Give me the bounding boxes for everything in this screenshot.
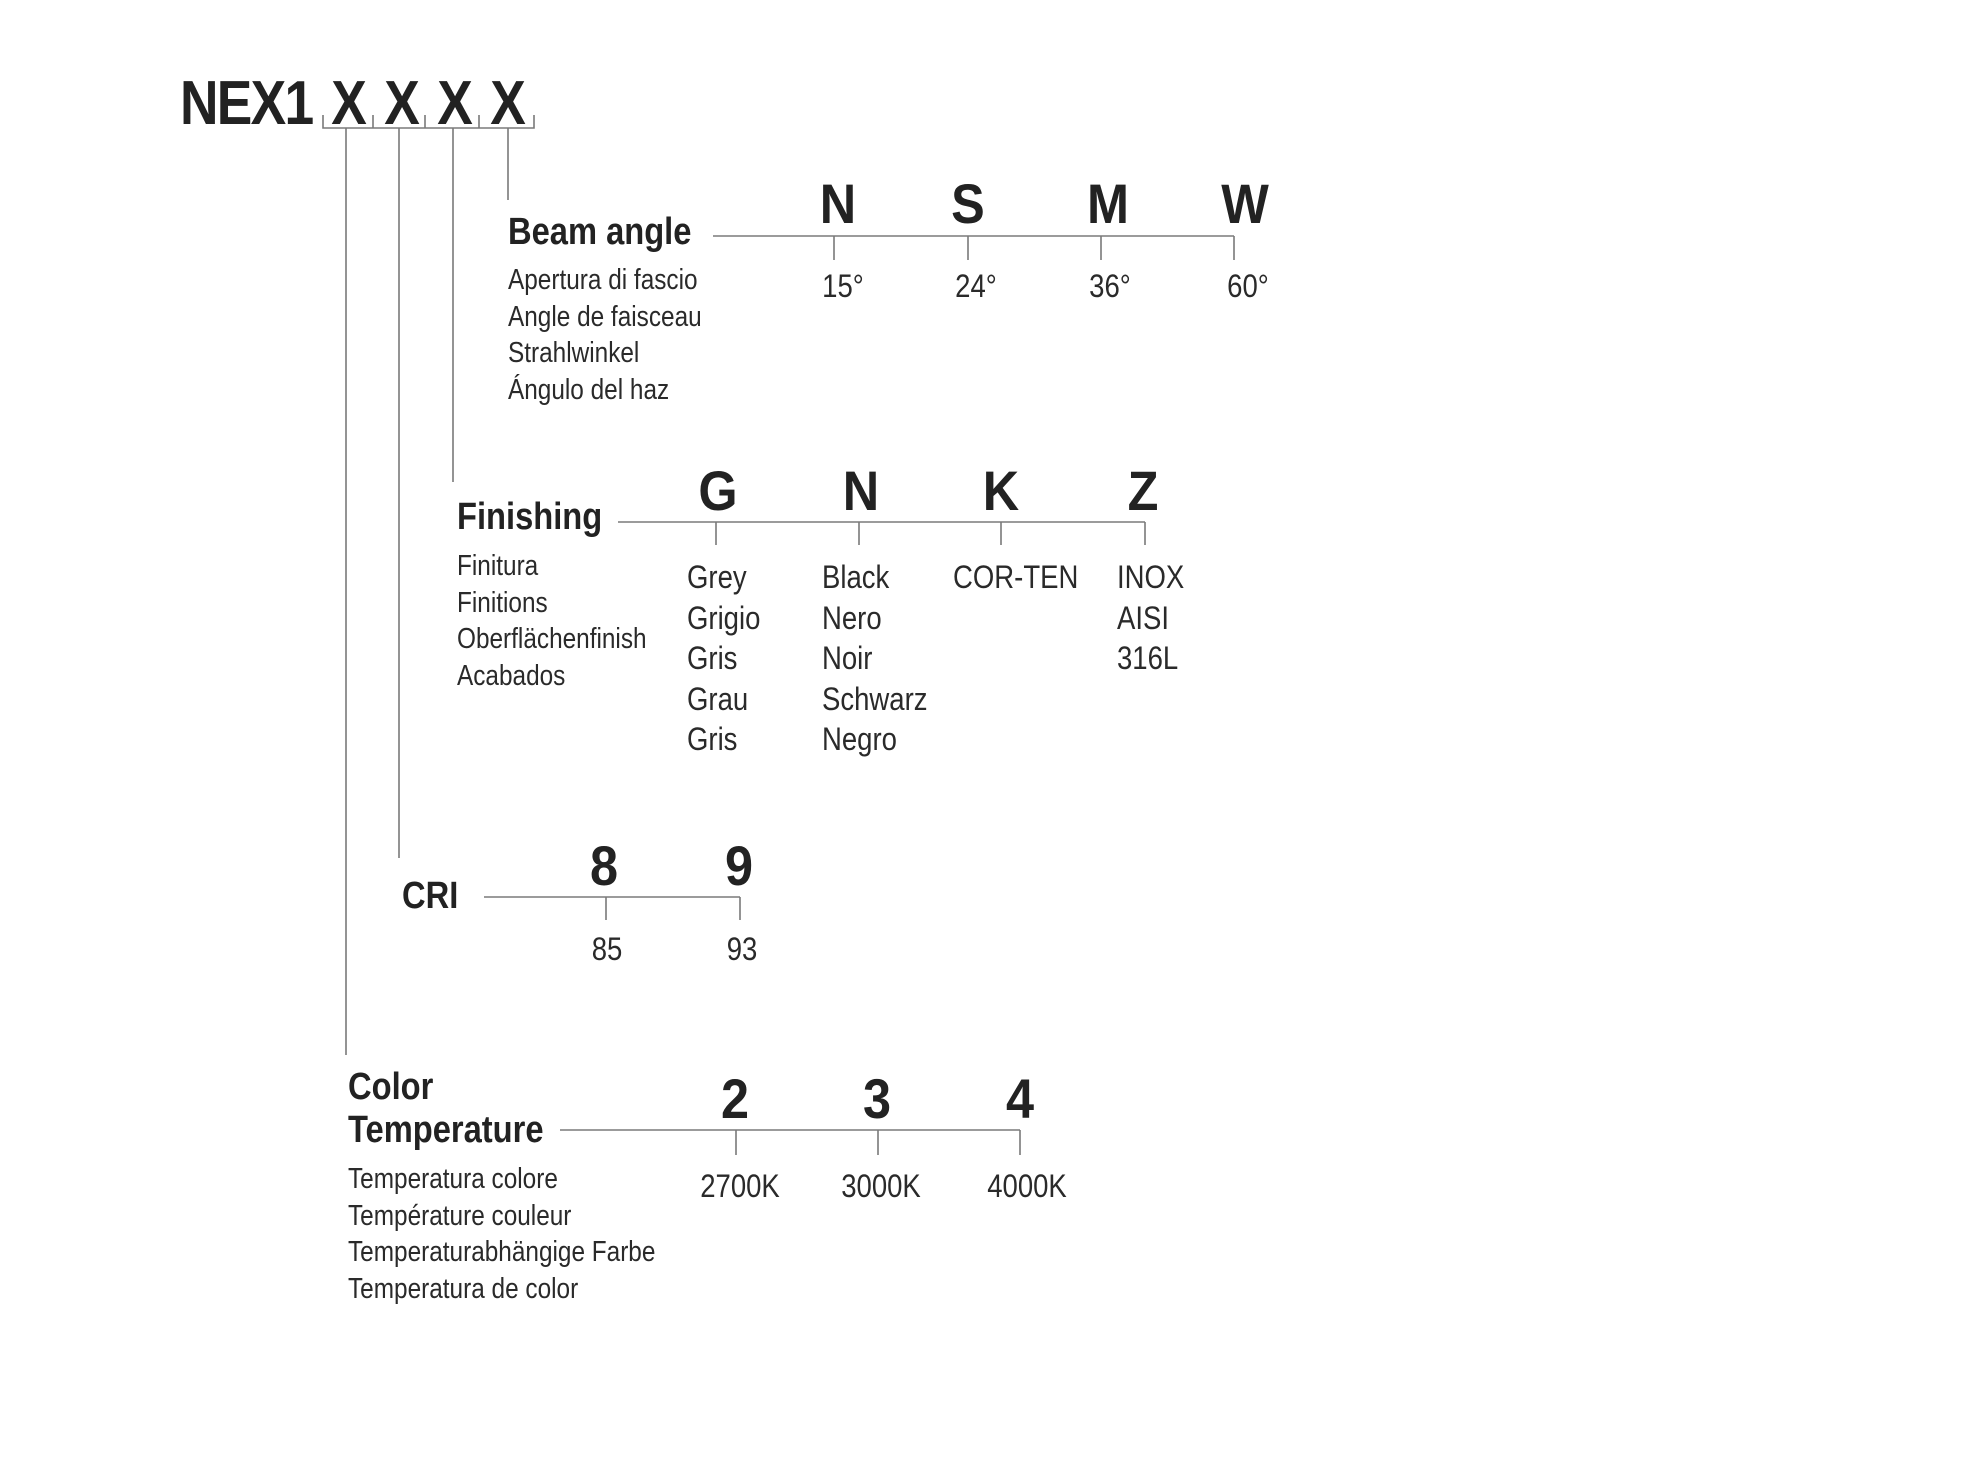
translation-it: Finitura <box>457 550 539 582</box>
beam-option-code: N <box>819 172 857 235</box>
ct-option-value: 4000K <box>987 1168 1067 1204</box>
finishing-values-grey <box>687 557 760 760</box>
beam-option-value: 36° <box>1089 268 1131 304</box>
translation-fr: Angle de faisceau <box>508 300 702 333</box>
color-temperature-title-line2: Temperature <box>348 1109 544 1151</box>
ct-option-value: 3000K <box>841 1168 921 1204</box>
cri-option-value: 85 <box>591 931 623 967</box>
finishing-option-code: K <box>982 459 1020 522</box>
value-line: Gris <box>687 721 738 757</box>
value-line: Schwarz <box>822 680 928 717</box>
color-temperature-translations <box>348 1161 655 1307</box>
ct-option-code: 2 <box>720 1067 750 1130</box>
beam-option-code: M <box>1087 172 1129 235</box>
translation-de: Oberflächenfinish <box>457 623 647 655</box>
beam-option-code: S <box>951 172 985 235</box>
beam-option-value: 24° <box>955 268 997 304</box>
translation-es: Acabados <box>457 659 566 692</box>
cri-option-code: 9 <box>724 834 754 897</box>
translation-de: Strahlwinkel <box>508 337 640 369</box>
finishing-values-inox <box>1117 557 1184 679</box>
value-line: Gris <box>687 640 738 676</box>
beam-option-value: 60° <box>1227 268 1269 304</box>
code-placeholder-2: X <box>384 69 420 138</box>
finishing-values-black <box>822 557 928 760</box>
value-line: Nero <box>822 599 882 636</box>
translation-de: Temperaturabhängige Farbe <box>348 1236 656 1268</box>
finishing-values-corten <box>953 557 1078 598</box>
beam-option-value: 15° <box>822 268 864 304</box>
finishing-option-code: Z <box>1127 459 1159 522</box>
finishing-title: Finishing <box>457 496 603 538</box>
value-line: Black <box>822 559 890 595</box>
translation-it: Temperatura colore <box>348 1163 558 1195</box>
finishing-option-code: G <box>698 459 738 522</box>
ct-option-value: 2700K <box>700 1168 780 1204</box>
ct-option-code: 4 <box>1005 1067 1035 1130</box>
color-temperature-title-line1: Color <box>348 1066 434 1108</box>
cri-title: CRI <box>402 875 459 917</box>
translation-es: Ángulo del haz <box>508 373 670 406</box>
value-line: Negro <box>822 721 897 757</box>
value-line: Grau <box>687 680 749 717</box>
value-line: COR-TEN <box>953 559 1079 595</box>
value-line: AISI <box>1117 599 1170 636</box>
translation-fr: Température couleur <box>348 1199 572 1232</box>
beam-angle-title: Beam angle <box>508 211 692 253</box>
value-line: Noir <box>822 640 873 676</box>
cri-option-value: 93 <box>726 931 758 967</box>
ct-option-code: 3 <box>862 1067 892 1130</box>
code-placeholder-3: X <box>437 69 473 138</box>
beam-angle-translations <box>508 262 702 408</box>
product-code-prefix: NEX1 <box>180 69 313 138</box>
translation-fr: Finitions <box>457 586 548 619</box>
value-line: 316L <box>1117 640 1179 676</box>
finishing-translations <box>457 548 647 694</box>
beam-option-code: W <box>1221 172 1269 235</box>
code-placeholder-4: X <box>490 69 526 138</box>
translation-it: Apertura di fascio <box>508 264 698 296</box>
finishing-option-code: N <box>842 459 880 522</box>
translation-es: Temperatura de color <box>348 1272 579 1305</box>
cri-option-code: 8 <box>589 834 619 897</box>
value-line: Grigio <box>687 599 761 636</box>
value-line: INOX <box>1117 559 1185 595</box>
value-line: Grey <box>687 559 747 595</box>
code-placeholder-1: X <box>331 69 367 138</box>
